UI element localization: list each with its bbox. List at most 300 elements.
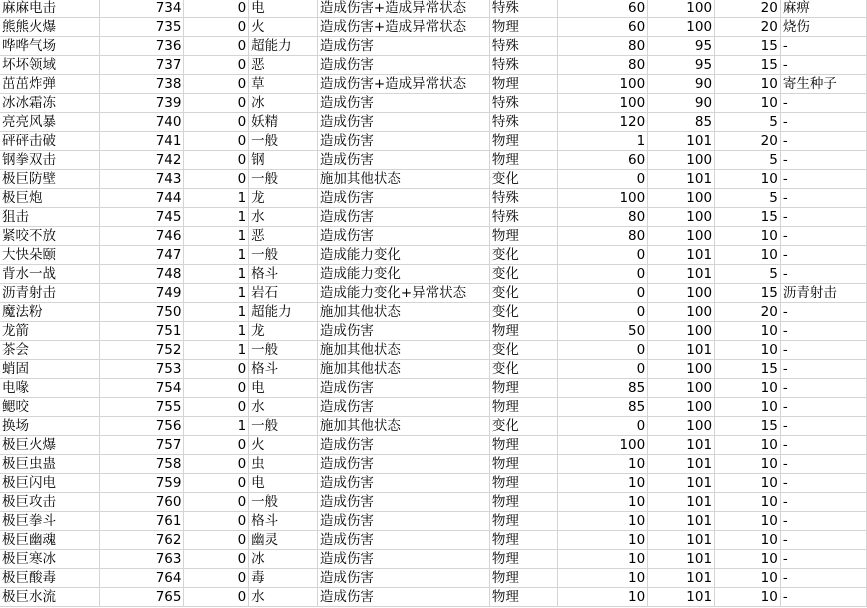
cell-move-id[interactable]: 744: [100, 189, 184, 208]
cell-type[interactable]: 虫: [249, 455, 318, 474]
cell-gen[interactable]: 0: [184, 360, 249, 379]
cell-category[interactable]: 物理: [489, 512, 557, 531]
cell-category[interactable]: 变化: [489, 265, 557, 284]
cell-power[interactable]: 120: [557, 113, 647, 132]
cell-effect[interactable]: 造成伤害: [317, 398, 489, 417]
cell-gen[interactable]: 1: [184, 284, 249, 303]
cell-category[interactable]: 物理: [489, 493, 557, 512]
cell-type[interactable]: 火: [249, 436, 318, 455]
cell-extra-effect[interactable]: -: [780, 512, 866, 531]
cell-type[interactable]: 水: [249, 398, 318, 417]
cell-extra-effect[interactable]: -: [780, 474, 866, 493]
cell-category[interactable]: 变化: [489, 417, 557, 436]
cell-gen[interactable]: 0: [184, 493, 249, 512]
cell-category[interactable]: 特殊: [489, 37, 557, 56]
cell-type[interactable]: 电: [249, 379, 318, 398]
cell-power[interactable]: 10: [557, 493, 647, 512]
cell-power[interactable]: 10: [557, 474, 647, 493]
cell-type[interactable]: 毒: [249, 569, 318, 588]
cell-extra-effect[interactable]: -: [780, 550, 866, 569]
cell-effect[interactable]: 造成伤害+造成异常状态: [317, 18, 489, 37]
cell-power[interactable]: 60: [557, 0, 647, 18]
cell-type[interactable]: 岩石: [249, 284, 318, 303]
cell-type[interactable]: 一般: [249, 132, 318, 151]
cell-power[interactable]: 0: [557, 303, 647, 322]
cell-extra-effect[interactable]: -: [780, 588, 866, 607]
cell-category[interactable]: 变化: [489, 303, 557, 322]
cell-accuracy[interactable]: 100: [648, 417, 715, 436]
cell-pp[interactable]: 10: [715, 455, 781, 474]
cell-power[interactable]: 10: [557, 531, 647, 550]
cell-move-id[interactable]: 747: [100, 246, 184, 265]
cell-gen[interactable]: 1: [184, 417, 249, 436]
cell-move-name[interactable]: 背水一战: [0, 265, 100, 284]
cell-move-id[interactable]: 758: [100, 455, 184, 474]
cell-type[interactable]: 格斗: [249, 360, 318, 379]
cell-category[interactable]: 物理: [489, 398, 557, 417]
cell-extra-effect[interactable]: -: [780, 398, 866, 417]
cell-accuracy[interactable]: 100: [648, 360, 715, 379]
cell-category[interactable]: 特殊: [489, 56, 557, 75]
cell-move-name[interactable]: 亮亮风暴: [0, 113, 100, 132]
cell-power[interactable]: 10: [557, 455, 647, 474]
cell-effect[interactable]: 造成伤害: [317, 455, 489, 474]
cell-pp[interactable]: 10: [715, 94, 781, 113]
cell-pp[interactable]: 15: [715, 417, 781, 436]
cell-effect[interactable]: 造成伤害: [317, 56, 489, 75]
cell-pp[interactable]: 10: [715, 550, 781, 569]
cell-move-name[interactable]: 极巨闪电: [0, 474, 100, 493]
cell-move-name[interactable]: 沥青射击: [0, 284, 100, 303]
cell-power[interactable]: 100: [557, 189, 647, 208]
cell-move-name[interactable]: 极巨酸毒: [0, 569, 100, 588]
cell-extra-effect[interactable]: -: [780, 94, 866, 113]
cell-effect[interactable]: 造成能力变化: [317, 265, 489, 284]
cell-power[interactable]: 0: [557, 341, 647, 360]
cell-extra-effect[interactable]: -: [780, 360, 866, 379]
cell-power[interactable]: 85: [557, 398, 647, 417]
cell-move-id[interactable]: 755: [100, 398, 184, 417]
cell-move-name[interactable]: 极巨幽魂: [0, 531, 100, 550]
cell-extra-effect[interactable]: -: [780, 151, 866, 170]
cell-gen[interactable]: 0: [184, 113, 249, 132]
cell-accuracy[interactable]: 100: [648, 189, 715, 208]
cell-pp[interactable]: 10: [715, 170, 781, 189]
cell-effect[interactable]: 造成伤害: [317, 531, 489, 550]
cell-category[interactable]: 物理: [489, 75, 557, 94]
cell-category[interactable]: 物理: [489, 151, 557, 170]
cell-move-id[interactable]: 743: [100, 170, 184, 189]
cell-move-id[interactable]: 754: [100, 379, 184, 398]
cell-accuracy[interactable]: 95: [648, 37, 715, 56]
cell-effect[interactable]: 造成伤害: [317, 474, 489, 493]
cell-move-id[interactable]: 740: [100, 113, 184, 132]
cell-move-name[interactable]: 极巨防壁: [0, 170, 100, 189]
cell-gen[interactable]: 0: [184, 37, 249, 56]
cell-gen[interactable]: 1: [184, 246, 249, 265]
cell-move-id[interactable]: 742: [100, 151, 184, 170]
cell-move-name[interactable]: 极巨拳斗: [0, 512, 100, 531]
cell-gen[interactable]: 0: [184, 75, 249, 94]
cell-extra-effect[interactable]: -: [780, 417, 866, 436]
cell-effect[interactable]: 造成伤害: [317, 208, 489, 227]
cell-type[interactable]: 恶: [249, 227, 318, 246]
cell-power[interactable]: 100: [557, 75, 647, 94]
cell-type[interactable]: 恶: [249, 56, 318, 75]
cell-power[interactable]: 1: [557, 132, 647, 151]
cell-type[interactable]: 妖精: [249, 113, 318, 132]
cell-category[interactable]: 变化: [489, 341, 557, 360]
cell-gen[interactable]: 0: [184, 588, 249, 607]
cell-effect[interactable]: 造成伤害: [317, 227, 489, 246]
cell-type[interactable]: 钢: [249, 151, 318, 170]
cell-type[interactable]: 龙: [249, 189, 318, 208]
cell-power[interactable]: 100: [557, 94, 647, 113]
cell-power[interactable]: 80: [557, 227, 647, 246]
cell-pp[interactable]: 5: [715, 113, 781, 132]
cell-category[interactable]: 物理: [489, 436, 557, 455]
cell-category[interactable]: 特殊: [489, 113, 557, 132]
cell-move-id[interactable]: 759: [100, 474, 184, 493]
cell-pp[interactable]: 10: [715, 398, 781, 417]
cell-effect[interactable]: 造成伤害: [317, 436, 489, 455]
cell-type[interactable]: 冰: [249, 550, 318, 569]
cell-pp[interactable]: 10: [715, 322, 781, 341]
cell-effect[interactable]: 施加其他状态: [317, 417, 489, 436]
cell-move-name[interactable]: 极巨攻击: [0, 493, 100, 512]
cell-power[interactable]: 10: [557, 588, 647, 607]
cell-gen[interactable]: 1: [184, 227, 249, 246]
cell-category[interactable]: 特殊: [489, 94, 557, 113]
cell-category[interactable]: 特殊: [489, 0, 557, 18]
cell-move-id[interactable]: 761: [100, 512, 184, 531]
cell-pp[interactable]: 20: [715, 132, 781, 151]
cell-extra-effect[interactable]: -: [780, 227, 866, 246]
cell-pp[interactable]: 5: [715, 189, 781, 208]
cell-move-name[interactable]: 哗哗气场: [0, 37, 100, 56]
cell-type[interactable]: 水: [249, 588, 318, 607]
cell-move-name[interactable]: 茁茁炸弹: [0, 75, 100, 94]
cell-category[interactable]: 变化: [489, 284, 557, 303]
cell-extra-effect[interactable]: -: [780, 341, 866, 360]
cell-type[interactable]: 一般: [249, 246, 318, 265]
cell-move-name[interactable]: 蛸固: [0, 360, 100, 379]
cell-type[interactable]: 电: [249, 0, 318, 18]
cell-move-id[interactable]: 745: [100, 208, 184, 227]
cell-accuracy[interactable]: 101: [648, 246, 715, 265]
cell-move-id[interactable]: 737: [100, 56, 184, 75]
cell-move-name[interactable]: 极巨火爆: [0, 436, 100, 455]
cell-accuracy[interactable]: 101: [648, 265, 715, 284]
cell-gen[interactable]: 0: [184, 550, 249, 569]
cell-effect[interactable]: 造成伤害: [317, 512, 489, 531]
cell-move-id[interactable]: 750: [100, 303, 184, 322]
cell-pp[interactable]: 10: [715, 341, 781, 360]
cell-move-name[interactable]: 钢拳双击: [0, 151, 100, 170]
cell-category[interactable]: 物理: [489, 379, 557, 398]
cell-power[interactable]: 10: [557, 512, 647, 531]
cell-gen[interactable]: 0: [184, 132, 249, 151]
cell-category[interactable]: 变化: [489, 246, 557, 265]
cell-accuracy[interactable]: 100: [648, 284, 715, 303]
cell-accuracy[interactable]: 101: [648, 569, 715, 588]
cell-move-id[interactable]: 746: [100, 227, 184, 246]
cell-effect[interactable]: 施加其他状态: [317, 341, 489, 360]
cell-gen[interactable]: 0: [184, 56, 249, 75]
cell-power[interactable]: 0: [557, 360, 647, 379]
cell-extra-effect[interactable]: -: [780, 132, 866, 151]
cell-move-id[interactable]: 757: [100, 436, 184, 455]
cell-move-id[interactable]: 738: [100, 75, 184, 94]
cell-type[interactable]: 格斗: [249, 512, 318, 531]
cell-accuracy[interactable]: 100: [648, 227, 715, 246]
cell-accuracy[interactable]: 101: [648, 170, 715, 189]
cell-effect[interactable]: 造成伤害: [317, 151, 489, 170]
cell-gen[interactable]: 0: [184, 151, 249, 170]
cell-pp[interactable]: 10: [715, 75, 781, 94]
cell-power[interactable]: 0: [557, 417, 647, 436]
cell-pp[interactable]: 10: [715, 246, 781, 265]
cell-move-name[interactable]: 茶会: [0, 341, 100, 360]
cell-move-id[interactable]: 753: [100, 360, 184, 379]
cell-extra-effect[interactable]: -: [780, 493, 866, 512]
cell-effect[interactable]: 造成伤害+造成异常状态: [317, 0, 489, 18]
cell-move-name[interactable]: 极巨炮: [0, 189, 100, 208]
cell-move-name[interactable]: 极巨水流: [0, 588, 100, 607]
cell-gen[interactable]: 0: [184, 436, 249, 455]
cell-type[interactable]: 超能力: [249, 37, 318, 56]
cell-category[interactable]: 物理: [489, 322, 557, 341]
cell-effect[interactable]: 造成伤害: [317, 379, 489, 398]
cell-accuracy[interactable]: 100: [648, 398, 715, 417]
cell-move-name[interactable]: 狙击: [0, 208, 100, 227]
cell-category[interactable]: 物理: [489, 474, 557, 493]
cell-extra-effect[interactable]: -: [780, 322, 866, 341]
cell-pp[interactable]: 5: [715, 265, 781, 284]
cell-effect[interactable]: 造成伤害: [317, 94, 489, 113]
cell-gen[interactable]: 0: [184, 474, 249, 493]
cell-type[interactable]: 一般: [249, 170, 318, 189]
cell-accuracy[interactable]: 101: [648, 132, 715, 151]
cell-effect[interactable]: 造成伤害: [317, 569, 489, 588]
cell-power[interactable]: 0: [557, 284, 647, 303]
cell-pp[interactable]: 15: [715, 56, 781, 75]
cell-pp[interactable]: 15: [715, 360, 781, 379]
cell-accuracy[interactable]: 90: [648, 94, 715, 113]
cell-accuracy[interactable]: 85: [648, 113, 715, 132]
cell-accuracy[interactable]: 101: [648, 512, 715, 531]
cell-pp[interactable]: 10: [715, 493, 781, 512]
cell-pp[interactable]: 10: [715, 436, 781, 455]
cell-pp[interactable]: 20: [715, 303, 781, 322]
cell-accuracy[interactable]: 101: [648, 455, 715, 474]
cell-accuracy[interactable]: 101: [648, 474, 715, 493]
cell-extra-effect[interactable]: -: [780, 379, 866, 398]
cell-extra-effect[interactable]: -: [780, 531, 866, 550]
cell-extra-effect[interactable]: -: [780, 170, 866, 189]
cell-effect[interactable]: 造成伤害: [317, 322, 489, 341]
cell-gen[interactable]: 0: [184, 455, 249, 474]
cell-accuracy[interactable]: 100: [648, 0, 715, 18]
cell-pp[interactable]: 10: [715, 588, 781, 607]
cell-accuracy[interactable]: 101: [648, 531, 715, 550]
cell-accuracy[interactable]: 90: [648, 75, 715, 94]
cell-category[interactable]: 物理: [489, 455, 557, 474]
cell-move-id[interactable]: 760: [100, 493, 184, 512]
cell-power[interactable]: 0: [557, 246, 647, 265]
cell-move-name[interactable]: 电喙: [0, 379, 100, 398]
cell-effect[interactable]: 造成能力变化+异常状态: [317, 284, 489, 303]
cell-extra-effect[interactable]: -: [780, 436, 866, 455]
cell-type[interactable]: 格斗: [249, 265, 318, 284]
cell-power[interactable]: 85: [557, 379, 647, 398]
cell-move-id[interactable]: 736: [100, 37, 184, 56]
cell-type[interactable]: 电: [249, 474, 318, 493]
cell-power[interactable]: 10: [557, 550, 647, 569]
cell-pp[interactable]: 20: [715, 0, 781, 18]
cell-effect[interactable]: 施加其他状态: [317, 303, 489, 322]
cell-pp[interactable]: 15: [715, 37, 781, 56]
cell-pp[interactable]: 10: [715, 379, 781, 398]
cell-pp[interactable]: 10: [715, 474, 781, 493]
cell-move-id[interactable]: 735: [100, 18, 184, 37]
cell-accuracy[interactable]: 95: [648, 56, 715, 75]
cell-pp[interactable]: 20: [715, 18, 781, 37]
cell-type[interactable]: 一般: [249, 493, 318, 512]
cell-pp[interactable]: 10: [715, 512, 781, 531]
cell-accuracy[interactable]: 101: [648, 436, 715, 455]
cell-pp[interactable]: 10: [715, 569, 781, 588]
cell-effect[interactable]: 造成伤害: [317, 37, 489, 56]
cell-accuracy[interactable]: 100: [648, 18, 715, 37]
cell-type[interactable]: 幽灵: [249, 531, 318, 550]
cell-gen[interactable]: 0: [184, 0, 249, 18]
cell-gen[interactable]: 1: [184, 303, 249, 322]
cell-type[interactable]: 一般: [249, 341, 318, 360]
cell-move-id[interactable]: 764: [100, 569, 184, 588]
cell-effect[interactable]: 造成伤害: [317, 113, 489, 132]
cell-move-name[interactable]: 极巨寒冰: [0, 550, 100, 569]
cell-accuracy[interactable]: 101: [648, 341, 715, 360]
cell-gen[interactable]: 0: [184, 398, 249, 417]
cell-extra-effect[interactable]: -: [780, 265, 866, 284]
cell-category[interactable]: 特殊: [489, 208, 557, 227]
cell-category[interactable]: 变化: [489, 170, 557, 189]
cell-effect[interactable]: 施加其他状态: [317, 170, 489, 189]
cell-effect[interactable]: 造成伤害: [317, 493, 489, 512]
cell-accuracy[interactable]: 101: [648, 493, 715, 512]
cell-category[interactable]: 物理: [489, 227, 557, 246]
cell-move-id[interactable]: 763: [100, 550, 184, 569]
cell-gen[interactable]: 0: [184, 569, 249, 588]
cell-type[interactable]: 超能力: [249, 303, 318, 322]
cell-extra-effect[interactable]: -: [780, 56, 866, 75]
cell-category[interactable]: 物理: [489, 569, 557, 588]
cell-move-id[interactable]: 749: [100, 284, 184, 303]
cell-extra-effect[interactable]: -: [780, 246, 866, 265]
cell-effect[interactable]: 造成伤害: [317, 132, 489, 151]
cell-category[interactable]: 物理: [489, 18, 557, 37]
cell-move-id[interactable]: 756: [100, 417, 184, 436]
cell-gen[interactable]: 1: [184, 265, 249, 284]
cell-move-name[interactable]: 鳃咬: [0, 398, 100, 417]
cell-category[interactable]: 变化: [489, 360, 557, 379]
cell-extra-effect[interactable]: -: [780, 303, 866, 322]
cell-pp[interactable]: 10: [715, 531, 781, 550]
cell-type[interactable]: 龙: [249, 322, 318, 341]
cell-extra-effect[interactable]: -: [780, 113, 866, 132]
cell-power[interactable]: 0: [557, 265, 647, 284]
cell-gen[interactable]: 1: [184, 208, 249, 227]
cell-accuracy[interactable]: 100: [648, 379, 715, 398]
cell-power[interactable]: 60: [557, 18, 647, 37]
cell-move-id[interactable]: 751: [100, 322, 184, 341]
cell-effect[interactable]: 施加其他状态: [317, 360, 489, 379]
cell-gen[interactable]: 0: [184, 531, 249, 550]
cell-move-name[interactable]: 冰冰霜冻: [0, 94, 100, 113]
cell-move-name[interactable]: 极巨虫蛊: [0, 455, 100, 474]
cell-gen[interactable]: 1: [184, 189, 249, 208]
cell-type[interactable]: 火: [249, 18, 318, 37]
cell-accuracy[interactable]: 101: [648, 550, 715, 569]
cell-move-id[interactable]: 748: [100, 265, 184, 284]
cell-move-id[interactable]: 752: [100, 341, 184, 360]
cell-power[interactable]: 80: [557, 56, 647, 75]
cell-gen[interactable]: 0: [184, 18, 249, 37]
cell-power[interactable]: 100: [557, 436, 647, 455]
cell-effect[interactable]: 造成伤害: [317, 189, 489, 208]
cell-move-name[interactable]: 紧咬不放: [0, 227, 100, 246]
cell-move-name[interactable]: 龙箭: [0, 322, 100, 341]
cell-extra-effect[interactable]: 麻痹: [780, 0, 866, 18]
cell-extra-effect[interactable]: -: [780, 569, 866, 588]
cell-power[interactable]: 10: [557, 569, 647, 588]
cell-power[interactable]: 0: [557, 170, 647, 189]
cell-move-name[interactable]: 坏坏领域: [0, 56, 100, 75]
cell-type[interactable]: 草: [249, 75, 318, 94]
cell-move-name[interactable]: 换场: [0, 417, 100, 436]
cell-power[interactable]: 60: [557, 151, 647, 170]
cell-extra-effect[interactable]: 烧伤: [780, 18, 866, 37]
cell-pp[interactable]: 15: [715, 208, 781, 227]
cell-move-id[interactable]: 734: [100, 0, 184, 18]
cell-extra-effect[interactable]: -: [780, 208, 866, 227]
cell-extra-effect[interactable]: -: [780, 455, 866, 474]
cell-type[interactable]: 一般: [249, 417, 318, 436]
cell-gen[interactable]: 0: [184, 170, 249, 189]
cell-type[interactable]: 水: [249, 208, 318, 227]
cell-power[interactable]: 50: [557, 322, 647, 341]
cell-gen[interactable]: 1: [184, 341, 249, 360]
cell-accuracy[interactable]: 101: [648, 588, 715, 607]
cell-move-id[interactable]: 762: [100, 531, 184, 550]
cell-pp[interactable]: 5: [715, 151, 781, 170]
cell-move-id[interactable]: 765: [100, 588, 184, 607]
cell-accuracy[interactable]: 100: [648, 208, 715, 227]
cell-gen[interactable]: 0: [184, 512, 249, 531]
cell-effect[interactable]: 造成伤害: [317, 550, 489, 569]
cell-move-name[interactable]: 砰砰击破: [0, 132, 100, 151]
cell-extra-effect[interactable]: 寄生种子: [780, 75, 866, 94]
cell-extra-effect[interactable]: 沥青射击: [780, 284, 866, 303]
cell-power[interactable]: 80: [557, 208, 647, 227]
cell-move-id[interactable]: 739: [100, 94, 184, 113]
cell-extra-effect[interactable]: -: [780, 189, 866, 208]
cell-accuracy[interactable]: 100: [648, 322, 715, 341]
cell-move-id[interactable]: 741: [100, 132, 184, 151]
cell-category[interactable]: 物理: [489, 550, 557, 569]
cell-move-name[interactable]: 魔法粉: [0, 303, 100, 322]
